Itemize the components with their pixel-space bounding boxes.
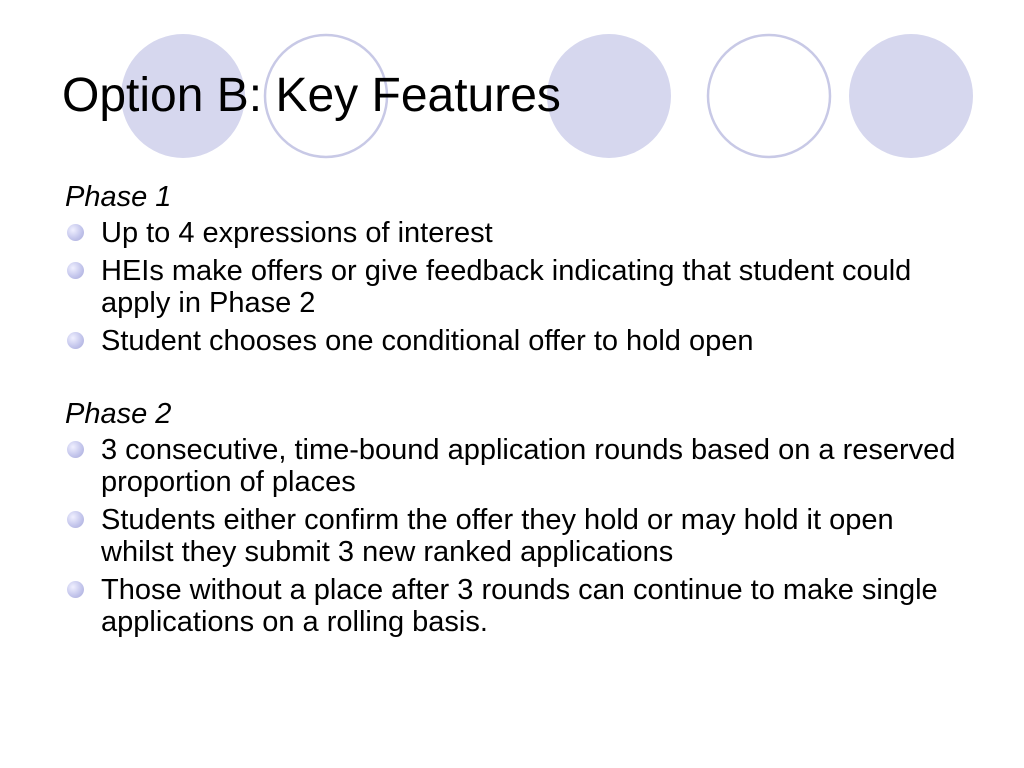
phase-label: Phase 2 <box>65 398 172 430</box>
filled-circle <box>547 34 671 158</box>
bullet-text: Up to 4 expressions of interest <box>101 217 493 249</box>
bullet-text: Student chooses one conditional offer to hold open <box>101 325 754 357</box>
bullet-list <box>65 217 965 357</box>
slide-body <box>65 180 965 644</box>
filled-circle <box>849 34 973 158</box>
bullet-list <box>65 434 965 638</box>
bullet-dot-icon <box>67 262 84 279</box>
bullet-item <box>65 255 965 319</box>
bullet-dot-icon <box>67 581 84 598</box>
phase-2-section <box>65 397 965 638</box>
bullet-text: Those without a place after 3 rounds can continue to make single applications on a rolling basis. <box>101 574 938 638</box>
bullet-text: HEIs make offers or give feedback indicating that student could apply in Phase 2 <box>101 255 912 319</box>
outline-circle <box>708 35 830 157</box>
bullet-dot-icon <box>67 224 84 241</box>
phase-1-section <box>65 180 965 357</box>
slide-title: Option B: Key Features <box>62 69 561 122</box>
bullet-item <box>65 504 965 568</box>
bullet-dot-icon <box>67 511 84 528</box>
bullet-dot-icon <box>67 332 84 349</box>
bullet-item <box>65 574 965 638</box>
bullet-item <box>65 217 965 249</box>
bullet-dot-icon <box>67 441 84 458</box>
phase-label: Phase 1 <box>65 181 172 213</box>
bullet-text: Students either confirm the offer they hold or may hold it open whilst they submit 3 new ranked applications <box>101 504 894 568</box>
bullet-text: 3 consecutive, time-bound application rounds based on a reserved proportion of places <box>101 434 956 498</box>
bullet-item <box>65 325 965 357</box>
bullet-item <box>65 434 965 498</box>
